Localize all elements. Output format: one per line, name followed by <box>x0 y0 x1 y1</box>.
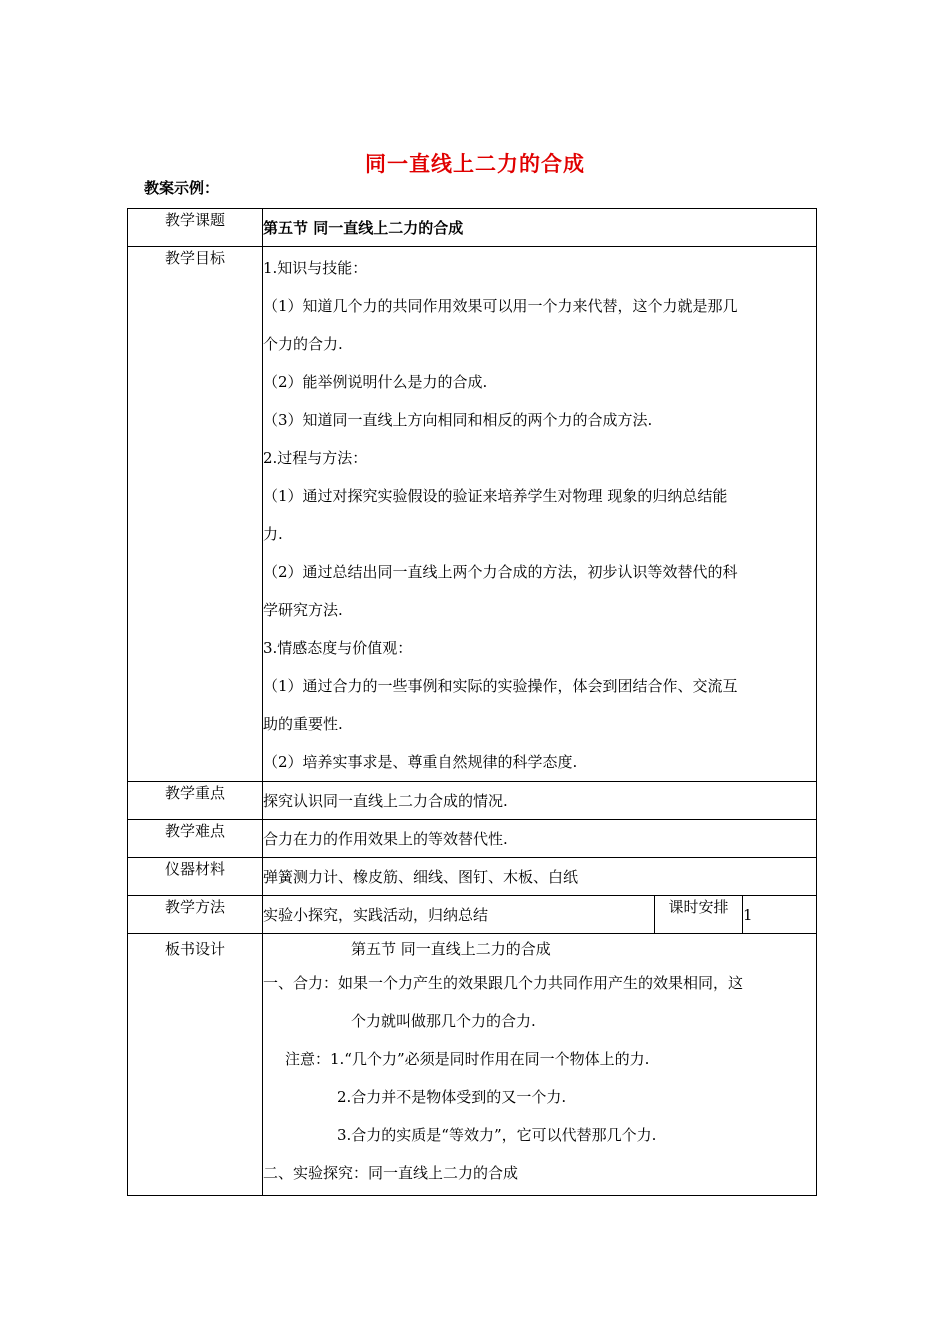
objective-line: 1.知识与技能： <box>263 259 368 277</box>
lesson-plan-table <box>127 208 817 1196</box>
methods-value: 实验小探究，实践活动，归纳总结 <box>263 896 655 934</box>
board-line: 第五节 同一直线上二力的合成 <box>351 940 551 958</box>
period-value: 1 <box>743 896 817 934</box>
board-label-text: 板书设计 <box>164 940 225 958</box>
objective-line: 个力的合力. <box>263 335 343 353</box>
objective-line: （3）知道同一直线上方向相同和相反的两个力的合成方法. <box>263 411 653 429</box>
row-board <box>128 934 817 1196</box>
row-topic <box>128 209 817 247</box>
row-methods <box>128 896 817 934</box>
board-label <box>128 934 263 1196</box>
key-points-value: 探究认识同一直线上二力合成的情况. <box>263 782 817 820</box>
objective-line: 2.过程与方法： <box>263 449 368 467</box>
materials-label: 仪器材料 <box>128 858 263 896</box>
objectives-label: 教学目标 <box>128 247 263 782</box>
difficulties-label: 教学难点 <box>128 820 263 858</box>
row-objectives <box>128 247 817 782</box>
objective-line: （1）通过对探究实验假设的验证来培养学生对物理 现象的归纳总结能 <box>263 487 728 505</box>
objective-line: 学研究方法. <box>263 601 343 619</box>
board-line: 个力就叫做那几个力的合力. <box>351 1012 536 1030</box>
row-difficulties <box>128 820 817 858</box>
topic-value: 第五节 同一直线上二力的合成 <box>263 209 817 247</box>
board-line: 注意：1.“几个力”必须是同时作用在同一个物体上的力. <box>285 1050 650 1068</box>
objective-line: 力. <box>263 525 283 543</box>
key-points-label: 教学重点 <box>128 782 263 820</box>
period-label: 课时安排 <box>655 896 743 934</box>
topic-label: 教学课题 <box>128 209 263 247</box>
methods-label: 教学方法 <box>128 896 263 934</box>
difficulties-value: 合力在力的作用效果上的等效替代性. <box>263 820 817 858</box>
objective-line: （2）培养实事求是、尊重自然规律的科学态度. <box>263 753 578 771</box>
row-key-points <box>128 782 817 820</box>
materials-value: 弹簧测力计、橡皮筋、细线、图钉、木板、白纸 <box>263 858 817 896</box>
objective-line: （1）知道几个力的共同作用效果可以用一个力来代替，这个力就是那几 <box>263 297 738 315</box>
document-title: 同一直线上二力的合成 <box>365 152 585 176</box>
objective-line: 助的重要性. <box>263 715 343 733</box>
objective-line: （1）通过合力的一些事例和实际的实验操作，体会到团结合作、交流互 <box>263 677 738 695</box>
objectives-content <box>263 247 817 782</box>
board-line: 3.合力的实质是“等效力”，它可以代替那几个力. <box>337 1126 657 1144</box>
board-line: 二、实验探究：同一直线上二力的合成 <box>263 1164 519 1182</box>
objective-line: 3.情感态度与价值观： <box>263 639 413 657</box>
objective-line: （2）通过总结出同一直线上两个力合成的方法，初步认识等效替代的科 <box>263 563 738 581</box>
document-subtitle: 教案示例： <box>144 179 220 197</box>
board-line: 一、合力：如果一个力产生的效果跟几个力共同作用产生的效果相同，这 <box>263 974 744 992</box>
board-line: 2.合力并不是物体受到的又一个力. <box>337 1088 567 1106</box>
board-content <box>263 934 817 1196</box>
row-materials <box>128 858 817 896</box>
objective-line: （2）能举例说明什么是力的合成. <box>263 373 488 391</box>
